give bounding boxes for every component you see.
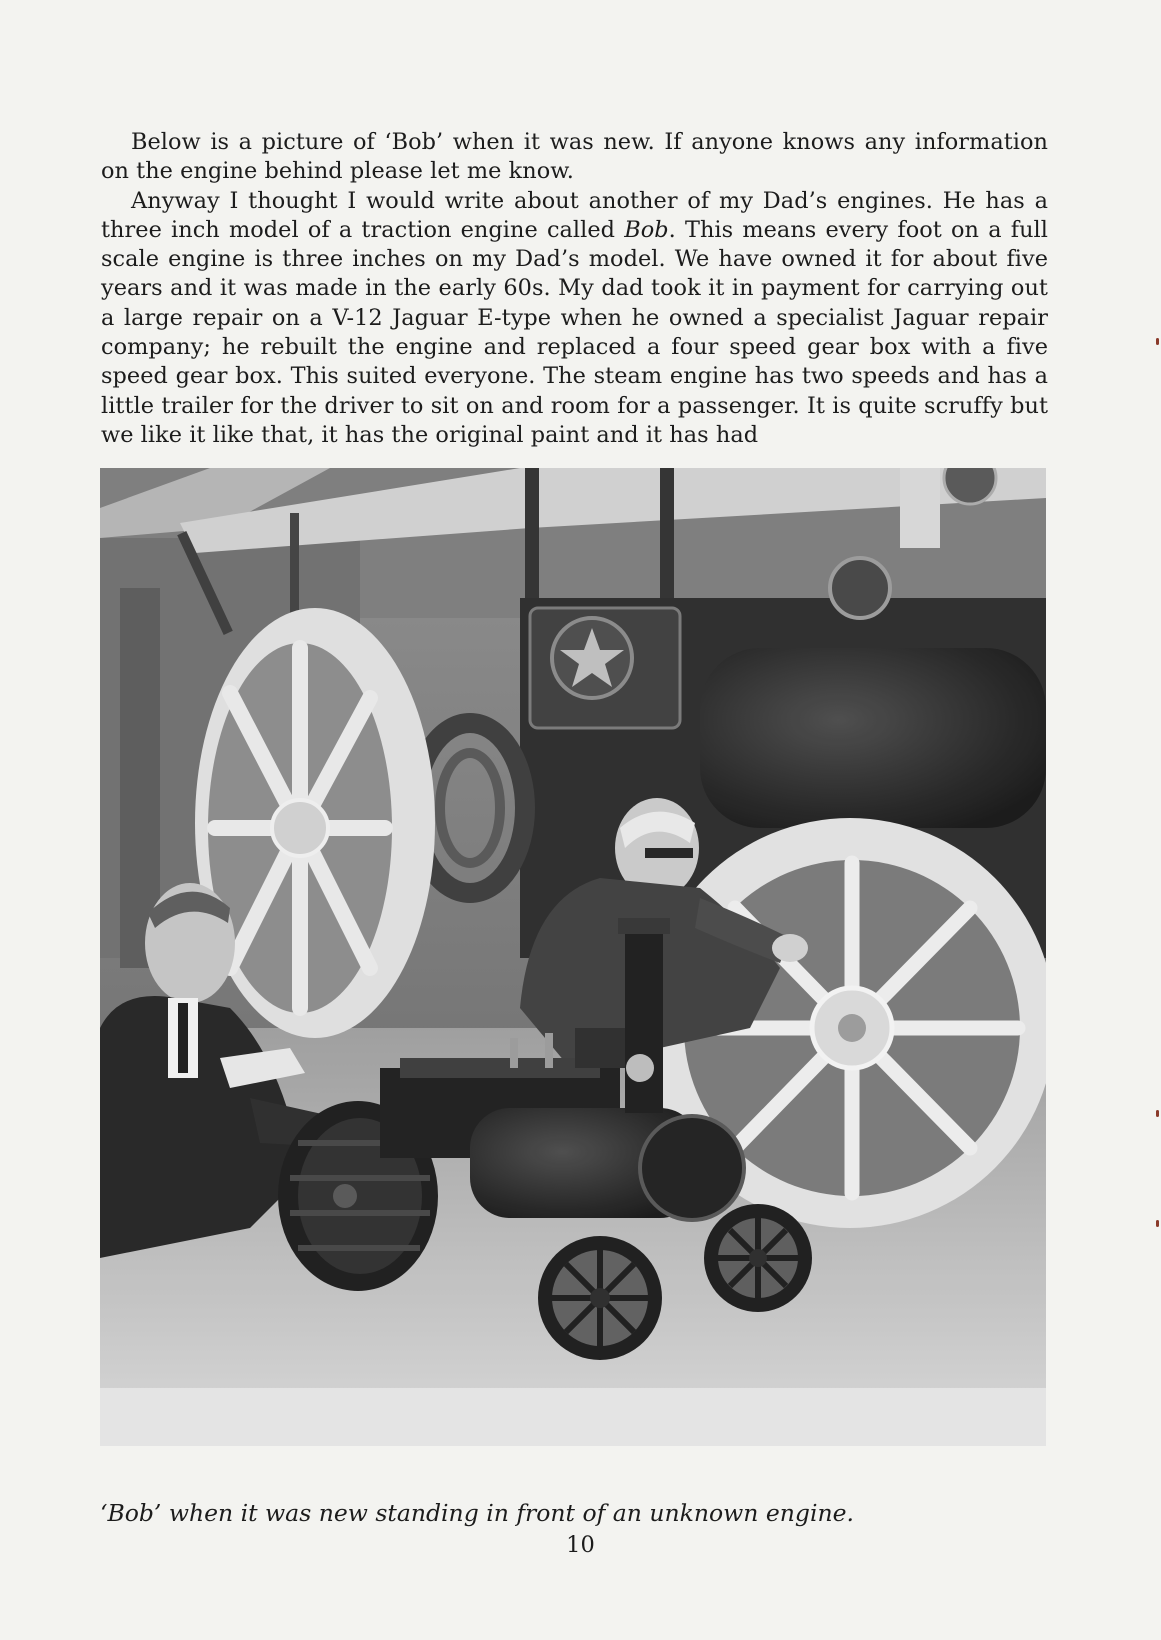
paragraph-main-start: Anyway I thought I would write about another of my Dad’s engines. He has a three inch model of a traction engine called xyxy=(101,187,1048,243)
edge-mark xyxy=(1156,1220,1159,1227)
edge-mark xyxy=(1156,1110,1159,1117)
paragraph-main-rest: . This means every foot on a full scale engine is three inches on my Dad’s model. We have owned it for about five years and it was made in the early 60s. My dad took it in payment for carrying out a large repair on a V-12 Jaguar E-type when he owned a specialist Jaguar repair company; he rebuilt the engine and replaced a four speed gear box with a five speed gear box. This suited everyone. The steam engine has two speeds and has a little trailer for the driver to sit on and room for a passenger. It is quite scruffy but we like it like that, it has the original paint and it has had xyxy=(101,216,1048,448)
paragraph-main xyxy=(101,187,1048,451)
engine-photograph xyxy=(100,468,1046,1446)
photo-caption: ‘Bob’ when it was new standing in front of an unknown engine. xyxy=(100,1499,855,1527)
page-number: 10 xyxy=(566,1532,595,1558)
edge-mark xyxy=(1156,338,1159,345)
article-body xyxy=(101,128,1048,450)
paragraph-intro: Below is a picture of ‘Bob’ when it was new. If anyone knows any information on the engine behind please let me know. xyxy=(101,129,1048,185)
engine-name: Bob xyxy=(624,216,669,243)
